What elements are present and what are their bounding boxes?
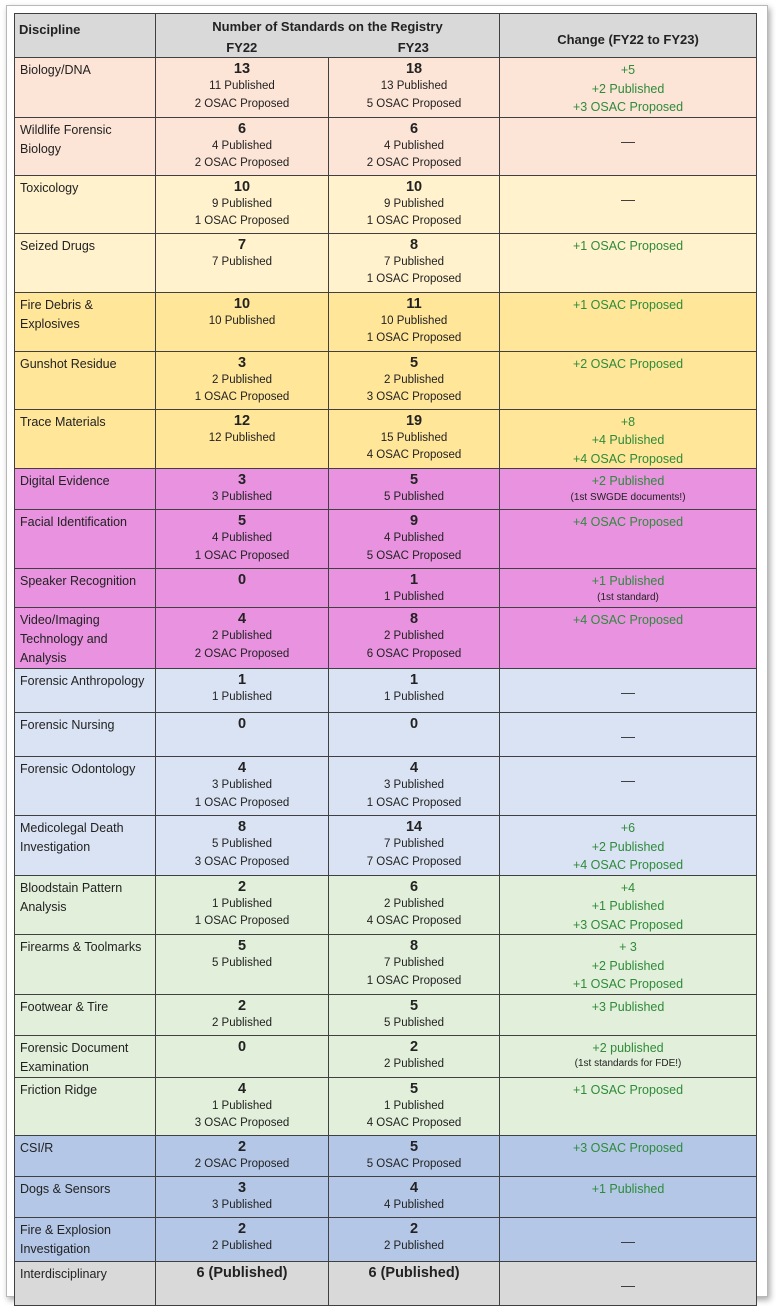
fy23-total: 4 — [409, 760, 419, 776]
change-cell — [500, 175, 757, 233]
fy22-detail: 3 OSAC Proposed — [194, 855, 290, 868]
fy23-detail: 7 OSAC Proposed — [366, 855, 462, 868]
fy22-total: 6 (Published) — [196, 1264, 288, 1281]
fy23-detail: 4 Published — [383, 532, 445, 544]
fy22-cell — [156, 292, 329, 351]
fy22-total: 2 — [237, 1220, 247, 1237]
fy23-total: 2 — [409, 1220, 419, 1237]
table-body — [15, 58, 757, 1306]
fy23-detail: 7 Published — [383, 957, 445, 969]
discipline-cell: Gunshot Residue — [15, 351, 156, 409]
fy22-cell — [156, 351, 329, 409]
change-detail: +2 Published — [591, 958, 665, 973]
change-detail: — — [621, 1232, 636, 1249]
fy23-detail: 1 OSAC Proposed — [366, 332, 462, 344]
fy22-total: 5 — [237, 513, 247, 529]
table-row — [15, 1077, 757, 1135]
change-cell — [500, 1077, 757, 1135]
fy22-cell — [156, 1261, 329, 1305]
fy22-detail: 1 Published — [211, 691, 273, 703]
fy22-detail: 2 Published — [211, 1239, 273, 1252]
fy22-cell — [156, 669, 329, 713]
table-row — [15, 1261, 757, 1305]
discipline-cell: Forensic Nursing — [15, 713, 156, 757]
discipline-cell: Medicolegal Death Investigation — [15, 816, 156, 876]
change-detail: + 3 — [619, 940, 637, 954]
fy23-detail: 1 OSAC Proposed — [366, 215, 462, 227]
discipline-cell: Friction Ridge — [15, 1077, 156, 1135]
fy23-cell — [329, 233, 500, 292]
fy23-detail: 6 OSAC Proposed — [366, 647, 462, 660]
fy22-cell — [156, 469, 329, 510]
discipline-cell: Footwear & Tire — [15, 994, 156, 1035]
fy22-detail: 7 Published — [211, 255, 273, 268]
fy23-detail: 1 Published — [383, 1099, 445, 1112]
standards-registry-table — [14, 13, 757, 1306]
change-cell — [500, 409, 757, 469]
fy23-total: 2 — [409, 1038, 419, 1055]
discipline-cell: Toxicology — [15, 175, 156, 233]
fy23-detail: 5 OSAC Proposed — [366, 1157, 462, 1170]
change-cell — [500, 608, 757, 669]
header-change: Change (FY22 to FY23) — [500, 14, 757, 58]
change-cell — [500, 935, 757, 995]
fy22-total: 3 — [237, 472, 247, 488]
fy23-total: 0 — [409, 716, 419, 732]
fy22-detail: 2 OSAC Proposed — [194, 97, 290, 110]
fy22-detail: 10 Published — [208, 314, 276, 327]
change-cell — [500, 351, 757, 409]
fy22-detail: 3 Published — [211, 1198, 273, 1211]
discipline-cell: Speaker Recognition — [15, 569, 156, 608]
fy23-detail: 2 Published — [383, 897, 445, 910]
fy22-detail: 3 Published — [211, 779, 273, 791]
change-detail: +4 OSAC Proposed — [572, 451, 684, 466]
fy23-cell — [329, 351, 500, 409]
fy23-detail: 4 Published — [383, 139, 445, 152]
fy23-cell — [329, 1261, 500, 1305]
fy23-total: 9 — [409, 513, 419, 529]
fy23-detail: 4 OSAC Proposed — [366, 1117, 462, 1129]
fy22-total: 2 — [237, 997, 247, 1014]
table-row — [15, 175, 757, 233]
fy23-total: 10 — [405, 178, 423, 195]
change-detail: +2 Published — [591, 839, 665, 854]
table-row — [15, 816, 757, 876]
change-cell — [500, 713, 757, 757]
fy22-detail: 2 Published — [211, 1016, 273, 1029]
table-row — [15, 569, 757, 608]
change-detail: +3 Published — [591, 999, 665, 1014]
fy23-cell — [329, 469, 500, 510]
fy22-cell — [156, 569, 329, 608]
change-detail: +2 Published — [591, 81, 665, 96]
fy23-cell — [329, 1176, 500, 1217]
change-detail: +3 OSAC Proposed — [572, 917, 684, 932]
fy22-cell — [156, 175, 329, 233]
change-cell — [500, 816, 757, 876]
fy22-detail: 9 Published — [211, 197, 273, 210]
change-detail: +1 OSAC Proposed — [572, 977, 684, 991]
fy23-detail: 2 Published — [383, 630, 445, 642]
change-detail: +1 Published — [591, 899, 665, 913]
change-detail: +3 OSAC Proposed — [572, 1140, 684, 1155]
fy23-cell — [329, 175, 500, 233]
fy23-total: 19 — [405, 412, 423, 429]
discipline-cell: Facial Identification — [15, 510, 156, 569]
fy22-cell — [156, 117, 329, 175]
table-row — [15, 117, 757, 175]
change-detail: +1 Published — [591, 1181, 665, 1196]
fy22-total: 0 — [237, 716, 247, 732]
fy22-detail: 1 OSAC Proposed — [194, 915, 290, 927]
header-number-of-standards — [156, 14, 500, 58]
change-cell — [500, 1217, 757, 1261]
fy22-detail: 5 Published — [211, 838, 273, 850]
fy22-cell — [156, 713, 329, 757]
change-cell — [500, 233, 757, 292]
fy23-detail: 2 Published — [383, 1239, 445, 1252]
fy23-detail: 4 Published — [383, 1198, 445, 1211]
change-cell — [500, 1135, 757, 1176]
fy23-detail: 2 Published — [383, 373, 445, 386]
fy22-detail: 5 Published — [211, 957, 273, 969]
fy22-detail: 1 Published — [211, 1099, 273, 1112]
fy23-detail: 4 OSAC Proposed — [366, 449, 462, 461]
change-detail: +4 OSAC Proposed — [572, 858, 684, 872]
change-detail: +6 — [620, 821, 636, 835]
fy23-detail: 1 OSAC Proposed — [366, 273, 462, 285]
change-detail: (1st standard) — [597, 591, 659, 603]
fy22-total: 7 — [237, 236, 247, 253]
discipline-cell: Fire & Explosion Investigation — [15, 1217, 156, 1261]
change-detail: — — [621, 772, 636, 788]
change-cell — [500, 994, 757, 1035]
change-cell — [500, 669, 757, 713]
table-row — [15, 608, 757, 669]
fy22-total: 3 — [237, 354, 247, 371]
fy23-detail: 2 OSAC Proposed — [366, 157, 462, 169]
table-row — [15, 1035, 757, 1077]
table-row — [15, 669, 757, 713]
table-row — [15, 469, 757, 510]
change-detail: — — [621, 190, 636, 207]
fy23-cell — [329, 117, 500, 175]
fy22-detail: 2 OSAC Proposed — [194, 647, 290, 660]
fy22-detail: 3 OSAC Proposed — [194, 1117, 290, 1129]
fy23-total: 8 — [409, 236, 419, 253]
fy23-detail: 1 Published — [383, 591, 445, 603]
fy22-total: 1 — [237, 672, 247, 688]
change-detail: +2 Published — [591, 474, 665, 488]
fy23-total: 11 — [406, 295, 422, 312]
fy23-cell — [329, 1035, 500, 1077]
fy23-cell — [329, 1217, 500, 1261]
fy23-detail: 1 OSAC Proposed — [366, 974, 462, 987]
change-detail: +1 OSAC Proposed — [572, 1082, 684, 1097]
discipline-cell: Forensic Document Examination — [15, 1035, 156, 1077]
discipline-cell: Forensic Anthropology — [15, 669, 156, 713]
fy22-total: 5 — [237, 938, 247, 954]
fy23-cell — [329, 935, 500, 995]
header-number-title: Number of Standards on the Registry — [212, 19, 443, 34]
fy23-cell — [329, 757, 500, 816]
fy23-total: 5 — [409, 354, 419, 371]
discipline-cell: Bloodstain Pattern Analysis — [15, 875, 156, 935]
fy23-total: 1 — [409, 672, 419, 688]
change-detail: +2 OSAC Proposed — [572, 356, 684, 371]
fy23-detail: 5 OSAC Proposed — [366, 549, 462, 562]
fy22-detail: 2 Published — [211, 630, 273, 642]
fy22-total: 3 — [237, 1179, 247, 1196]
fy23-detail: 5 Published — [383, 491, 445, 503]
fy23-total: 8 — [409, 938, 419, 954]
fy22-detail: 1 Published — [211, 897, 273, 910]
fy23-detail: 3 Published — [383, 779, 445, 791]
change-detail: — — [621, 132, 636, 149]
table-row — [15, 233, 757, 292]
fy22-cell — [156, 1217, 329, 1261]
change-detail: +4 — [620, 880, 636, 895]
fy22-detail: 2 Published — [211, 373, 273, 386]
change-detail: +4 Published — [591, 433, 665, 447]
fy23-total: 5 — [409, 1080, 419, 1097]
fy23-total: 6 (Published) — [368, 1264, 460, 1281]
fy23-detail: 15 Published — [380, 431, 448, 444]
fy23-cell — [329, 713, 500, 757]
fy23-total: 5 — [409, 997, 419, 1014]
fy23-cell — [329, 569, 500, 608]
change-cell — [500, 58, 757, 118]
table-row — [15, 58, 757, 118]
fy23-total: 1 — [409, 572, 419, 588]
fy22-total: 12 — [233, 412, 251, 429]
fy22-total: 2 — [237, 1138, 247, 1155]
change-detail: +1 OSAC Proposed — [572, 238, 684, 253]
table-row — [15, 935, 757, 995]
fy23-detail: 1 OSAC Proposed — [366, 796, 462, 809]
fy22-cell — [156, 510, 329, 569]
change-detail: +3 OSAC Proposed — [572, 100, 684, 114]
fy22-total: 4 — [237, 760, 247, 776]
fy23-detail: 2 Published — [383, 1057, 445, 1070]
fy22-total: 6 — [237, 120, 247, 137]
fy23-total: 5 — [409, 1138, 419, 1155]
table-row — [15, 994, 757, 1035]
fy22-detail: 1 OSAC Proposed — [194, 391, 290, 403]
fy23-detail: 10 Published — [380, 314, 448, 327]
fy23-detail: 3 OSAC Proposed — [366, 391, 462, 403]
fy22-detail: 2 OSAC Proposed — [194, 157, 290, 169]
change-cell — [500, 1176, 757, 1217]
discipline-cell: Dogs & Sensors — [15, 1176, 156, 1217]
fy23-total: 6 — [409, 120, 419, 137]
change-detail: +8 — [620, 414, 636, 429]
fy22-cell — [156, 58, 329, 118]
fy23-total: 14 — [405, 819, 423, 835]
fy22-cell — [156, 994, 329, 1035]
table-row — [15, 713, 757, 757]
fy23-cell — [329, 1077, 500, 1135]
fy22-cell — [156, 875, 329, 935]
discipline-cell: Biology/DNA — [15, 58, 156, 118]
fy22-cell — [156, 757, 329, 816]
fy23-cell — [329, 875, 500, 935]
fy23-total: 8 — [409, 611, 419, 627]
fy22-detail: 1 OSAC Proposed — [194, 549, 290, 562]
fy22-total: 10 — [233, 178, 251, 195]
header-discipline: Discipline — [15, 14, 156, 58]
fy23-detail: 7 Published — [383, 255, 445, 268]
fy23-detail: 4 OSAC Proposed — [366, 915, 462, 927]
table-row — [15, 875, 757, 935]
fy22-cell — [156, 816, 329, 876]
fy23-cell — [329, 994, 500, 1035]
fy23-cell — [329, 58, 500, 118]
discipline-cell: Forensic Odontology — [15, 757, 156, 816]
fy22-cell — [156, 233, 329, 292]
fy23-cell — [329, 292, 500, 351]
discipline-cell: Video/Imaging Technology and Analysis — [15, 608, 156, 669]
fy22-total: 10 — [233, 295, 251, 312]
fy22-total: 4 — [237, 1080, 247, 1097]
fy23-total: 6 — [409, 878, 419, 895]
fy22-detail: 4 Published — [211, 532, 273, 544]
fy23-cell — [329, 669, 500, 713]
table-row — [15, 1135, 757, 1176]
change-cell — [500, 875, 757, 935]
change-cell — [500, 510, 757, 569]
change-cell — [500, 569, 757, 608]
fy22-total: 0 — [237, 572, 247, 588]
fy22-cell — [156, 608, 329, 669]
fy22-total: 2 — [237, 878, 247, 895]
change-detail: — — [621, 728, 636, 744]
discipline-cell: Trace Materials — [15, 409, 156, 469]
table-row — [15, 409, 757, 469]
fy23-total: 18 — [405, 61, 423, 77]
change-cell — [500, 469, 757, 510]
discipline-cell: Fire Debris & Explosives — [15, 292, 156, 351]
fy22-total: 13 — [233, 61, 251, 77]
table-row — [15, 1217, 757, 1261]
fy22-detail: 1 OSAC Proposed — [194, 796, 290, 809]
change-detail: +5 — [620, 63, 636, 77]
discipline-cell: Digital Evidence — [15, 469, 156, 510]
change-detail: +1 Published — [591, 574, 665, 588]
table-row — [15, 510, 757, 569]
discipline-cell: CSI/R — [15, 1135, 156, 1176]
fy22-cell — [156, 1077, 329, 1135]
fy22-detail: 4 Published — [211, 139, 273, 152]
fy22-total: 0 — [237, 1038, 247, 1055]
change-detail: — — [621, 684, 636, 700]
fy22-cell — [156, 1035, 329, 1077]
fy22-cell — [156, 935, 329, 995]
discipline-cell: Interdisciplinary — [15, 1261, 156, 1305]
fy22-detail: 11 Published — [209, 80, 275, 92]
header-row — [15, 14, 757, 58]
discipline-cell: Seized Drugs — [15, 233, 156, 292]
change-detail: +1 OSAC Proposed — [572, 297, 684, 312]
fy23-cell — [329, 816, 500, 876]
change-cell — [500, 757, 757, 816]
fy23-detail: 5 OSAC Proposed — [366, 97, 462, 110]
fy23-cell — [329, 409, 500, 469]
fy23-detail: 1 Published — [383, 691, 445, 703]
change-cell — [500, 1035, 757, 1077]
change-detail: +2 published — [592, 1040, 664, 1055]
fy23-detail: 13 Published — [380, 80, 448, 92]
fy22-detail: 2 OSAC Proposed — [194, 1157, 290, 1170]
discipline-cell: Wildlife Forensic Biology — [15, 117, 156, 175]
change-detail: +4 OSAC Proposed — [572, 613, 684, 627]
fy23-cell — [329, 608, 500, 669]
fy22-detail: 1 OSAC Proposed — [194, 215, 290, 227]
fy23-detail: 9 Published — [383, 197, 445, 210]
fy22-cell — [156, 1176, 329, 1217]
change-cell — [500, 1261, 757, 1305]
fy22-cell — [156, 409, 329, 469]
change-cell — [500, 117, 757, 175]
fy22-total: 4 — [237, 611, 247, 627]
change-detail: (1st standards for FDE!) — [574, 1058, 682, 1069]
header-fy23: FY23 — [397, 40, 429, 55]
change-detail: +4 OSAC Proposed — [572, 515, 684, 529]
fy22-total: 8 — [237, 819, 247, 835]
change-detail: — — [621, 1276, 636, 1293]
fy22-cell — [156, 1135, 329, 1176]
fy23-total: 4 — [409, 1179, 419, 1196]
fy23-cell — [329, 1135, 500, 1176]
fy22-detail: 3 Published — [211, 491, 273, 503]
table-row — [15, 1176, 757, 1217]
header-fy22: FY22 — [226, 40, 258, 55]
table-row — [15, 351, 757, 409]
table-row — [15, 292, 757, 351]
fy23-cell — [329, 510, 500, 569]
discipline-cell: Firearms & Toolmarks — [15, 935, 156, 995]
fy23-total: 5 — [409, 472, 419, 488]
change-cell — [500, 292, 757, 351]
fy22-detail: 12 Published — [208, 431, 276, 444]
fy23-detail: 5 Published — [383, 1016, 445, 1029]
table-row — [15, 757, 757, 816]
change-detail: (1st SWGDE documents!) — [570, 491, 686, 503]
fy23-detail: 7 Published — [383, 838, 445, 850]
